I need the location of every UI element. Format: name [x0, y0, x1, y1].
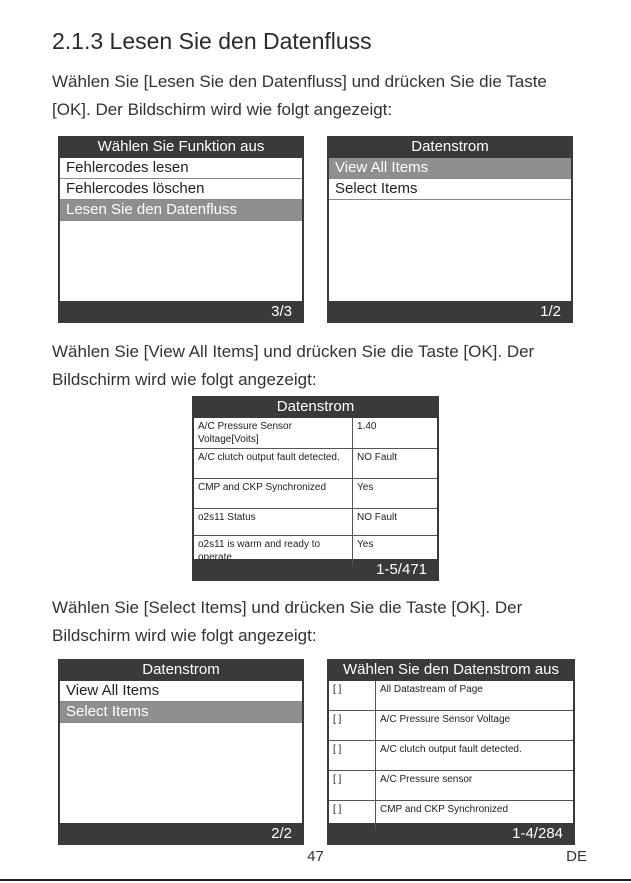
screen-page-indicator: 1-4/284: [512, 825, 563, 842]
param-value: Yes: [353, 536, 438, 567]
table-row: [194, 449, 437, 479]
device-screen-datastream-menu: [327, 136, 573, 323]
screen-page-indicator: 1-5/471: [376, 561, 427, 578]
screen-title: Wählen Sie Funktion aus: [97, 138, 265, 155]
device-screen-function-menu: [58, 136, 304, 323]
instruction-line: Wählen Sie [Select Items] und drücken Sie die Taste [OK]. Der: [52, 598, 523, 617]
checkbox[interactable]: [ ]: [329, 771, 376, 801]
screen-menu-list: [329, 158, 571, 301]
screen-title: Datenstrom: [142, 661, 220, 678]
param-label: A/C clutch output fault detected.: [194, 449, 353, 479]
checkbox[interactable]: [ ]: [329, 681, 376, 711]
footer-divider: [0, 879, 631, 881]
table-row: [194, 509, 437, 536]
param-label: CMP and CKP Synchronized: [194, 479, 353, 509]
section-heading: 2.1.3 Lesen Sie den Datenfluss: [52, 28, 372, 54]
param-value: NO Fault: [353, 509, 438, 536]
table-row[interactable]: [329, 741, 573, 771]
instruction-line: Bildschirm wird wie folgt angezeigt:: [52, 626, 317, 645]
item-label: All Datastream of Page: [376, 681, 574, 711]
device-screen-datastream-menu-select: [58, 659, 304, 845]
table-row[interactable]: [329, 711, 573, 741]
menu-item-view-all[interactable]: View All Items: [329, 158, 571, 179]
screen-title: Datenstrom: [411, 138, 489, 155]
instruction-paragraph-3: [52, 594, 592, 650]
item-label: CMP and CKP Synchronized: [376, 801, 574, 831]
device-screen-datastream-values: [192, 396, 439, 581]
item-label: A/C Pressure Sensor Voltage: [376, 711, 574, 741]
screen-page-indicator: 2/2: [271, 825, 292, 842]
device-screen-select-datastream: [327, 659, 575, 845]
checkbox[interactable]: [ ]: [333, 804, 342, 815]
table-row: [194, 479, 437, 509]
instruction-line: Bildschirm wird wie folgt angezeigt:: [52, 370, 317, 389]
instruction-line: Wählen Sie [View All Items] und drücken Sie die Taste [OK]. Der: [52, 342, 535, 361]
param-label: o2s11 is warm and ready to operate.: [198, 539, 321, 563]
screen-title: Wählen Sie den Datenstrom aus: [343, 661, 559, 678]
screen-page-indicator: 1/2: [540, 303, 561, 320]
menu-item-view-all[interactable]: View All Items: [60, 681, 302, 702]
item-label: A/C Pressure sensor: [376, 771, 574, 801]
checkbox[interactable]: [ ]: [329, 741, 376, 771]
table-row[interactable]: [329, 771, 573, 801]
menu-item-read-datastream[interactable]: Lesen Sie den Datenfluss: [60, 200, 302, 221]
screen-menu-list: [60, 158, 302, 301]
param-value: 1.40: [353, 418, 438, 449]
param-value: Yes: [353, 479, 438, 509]
checkbox[interactable]: [ ]: [329, 711, 376, 741]
datastream-table: [194, 418, 437, 563]
page-number: 47: [307, 848, 324, 865]
item-label: A/C clutch output fault detected.: [376, 741, 574, 771]
param-label: o2s11 Status: [194, 509, 353, 536]
table-row: [194, 418, 437, 449]
table-row[interactable]: [329, 681, 573, 711]
screen-title: Datenstrom: [276, 398, 355, 415]
menu-item-read-codes[interactable]: Fehlercodes lesen: [60, 158, 302, 179]
menu-item-select-items[interactable]: Select Items: [329, 179, 571, 200]
instruction-paragraph-2: [52, 338, 592, 394]
language-code: DE: [566, 848, 587, 865]
menu-item-erase-codes[interactable]: Fehlercodes löschen: [60, 179, 302, 200]
instruction-line: Wählen Sie [Lesen Sie den Datenfluss] und drücken Sie die Taste: [52, 72, 547, 91]
menu-item-select-items[interactable]: Select Items: [60, 702, 302, 723]
instruction-line: [OK]. Der Bildschirm wird wie folgt angezeigt:: [52, 100, 393, 119]
screen-page-indicator: 3/3: [271, 303, 292, 320]
instruction-paragraph-1: [52, 68, 592, 124]
screen-menu-list: [60, 681, 302, 823]
param-value: NO Fault: [353, 449, 438, 479]
datastream-select-table: [329, 681, 573, 823]
param-label: A/C Pressure Sensor Voltage[Voits]: [194, 418, 353, 449]
